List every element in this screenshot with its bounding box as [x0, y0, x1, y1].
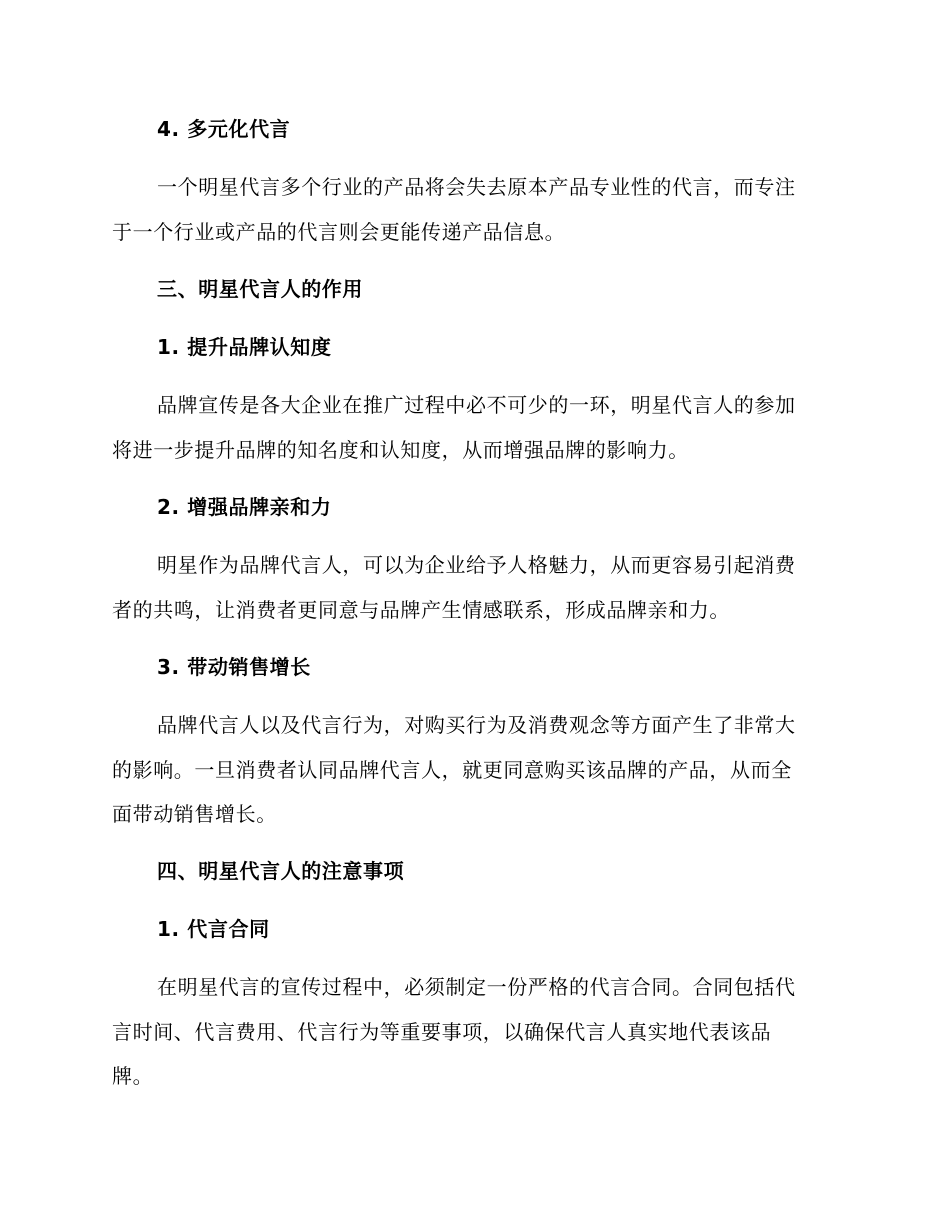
- section-heading-brand-affinity: 2. 增强品牌亲和力: [157, 495, 332, 519]
- paragraph-line: 牌。: [112, 1064, 154, 1088]
- section-heading-endorsement-contract: 1. 代言合同: [157, 917, 270, 941]
- paragraph-line: 者的共鸣，让消费者更同意与品牌产生情感联系，形成品牌亲和力。: [112, 598, 730, 622]
- section-heading-sales-growth: 3. 带动销售增长: [157, 655, 311, 679]
- section-heading-brand-awareness: 1. 提升品牌认知度: [157, 335, 332, 359]
- paragraph-line: 在明星代言的宣传过程中，必须制定一份严格的代言合同。合同包括代: [157, 975, 796, 999]
- paragraph-line: 品牌代言人以及代言行为，对购买行为及消费观念等方面产生了非常大: [157, 713, 796, 737]
- paragraph-line: 的影响。一旦消费者认同品牌代言人，就更同意购买该品牌的产品，从而全: [112, 758, 792, 782]
- chapter-heading-role-of-endorsers: 三、明星代言人的作用: [157, 277, 363, 301]
- paragraph-line: 明星作为品牌代言人，可以为企业给予人格魅力，从而更容易引起消费: [157, 553, 796, 577]
- paragraph-line: 一个明星代言多个行业的产品将会失去原本产品专业性的代言，而专注: [157, 175, 796, 199]
- paragraph-line: 言时间、代言费用、代言行为等重要事项，以确保代言人真实地代表该品: [112, 1020, 772, 1044]
- paragraph-line: 面带动销售增长。: [112, 802, 277, 826]
- paragraph-line: 品牌宣传是各大企业在推广过程中必不可少的一环，明星代言人的参加: [157, 393, 796, 417]
- paragraph-line: 于一个行业或产品的代言则会更能传递产品信息。: [112, 220, 566, 244]
- chapter-heading-precautions: 四、明星代言人的注意事项: [157, 859, 405, 883]
- section-heading-diversified-endorsement: 4. 多元化代言: [157, 117, 291, 141]
- paragraph-line: 将进一步提升品牌的知名度和认知度，从而增强品牌的影响力。: [112, 438, 689, 462]
